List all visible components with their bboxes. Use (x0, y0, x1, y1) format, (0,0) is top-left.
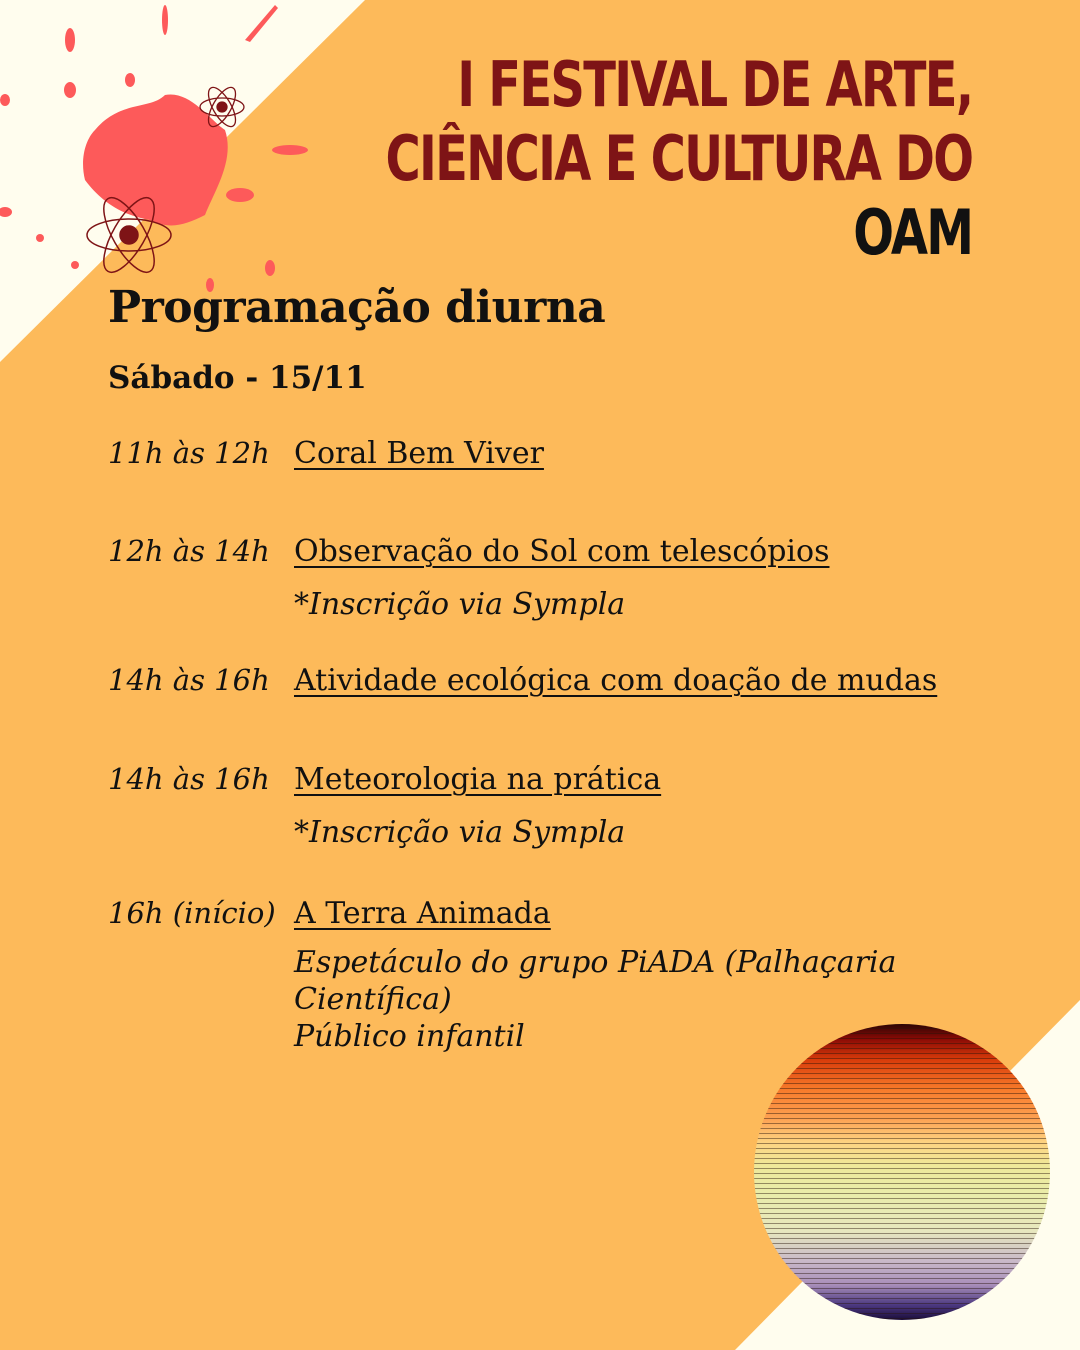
activity-note: *Inscrição via Sympla (294, 815, 626, 850)
activity-link[interactable]: A Terra Animada (294, 896, 551, 931)
activity-link[interactable]: Meteorologia na prática (294, 762, 662, 797)
activity-note: Espetáculo do grupo PiADA (Palhaçaria (294, 945, 897, 980)
activity-note: Público infantil (294, 1019, 525, 1054)
time-label: 16h (início) (108, 896, 276, 930)
title-line-3: OAM (852, 196, 972, 269)
time-label: 14h às 16h (108, 663, 270, 697)
activity-link[interactable]: Atividade ecológica com doação de mudas (294, 663, 938, 698)
activity-link[interactable]: Coral Bem Viver (294, 436, 544, 471)
time-label: 11h às 12h (108, 436, 270, 470)
section-heading: Programação diurna (108, 282, 606, 333)
date-label: Sábado - 15/11 (108, 360, 367, 396)
time-label: 14h às 16h (108, 762, 270, 796)
title-line-2: CIÊNCIA E CULTURA DO (385, 122, 972, 195)
solar-spectrum-image (754, 1024, 1050, 1320)
activity-note: *Inscrição via Sympla (294, 587, 626, 622)
festival-title (385, 48, 972, 270)
time-label: 12h às 14h (108, 534, 270, 568)
title-line-1: I FESTIVAL DE ARTE, (456, 48, 972, 121)
activity-link[interactable]: Observação do Sol com telescópios (294, 534, 830, 569)
activity-note: Científica) (294, 982, 452, 1017)
